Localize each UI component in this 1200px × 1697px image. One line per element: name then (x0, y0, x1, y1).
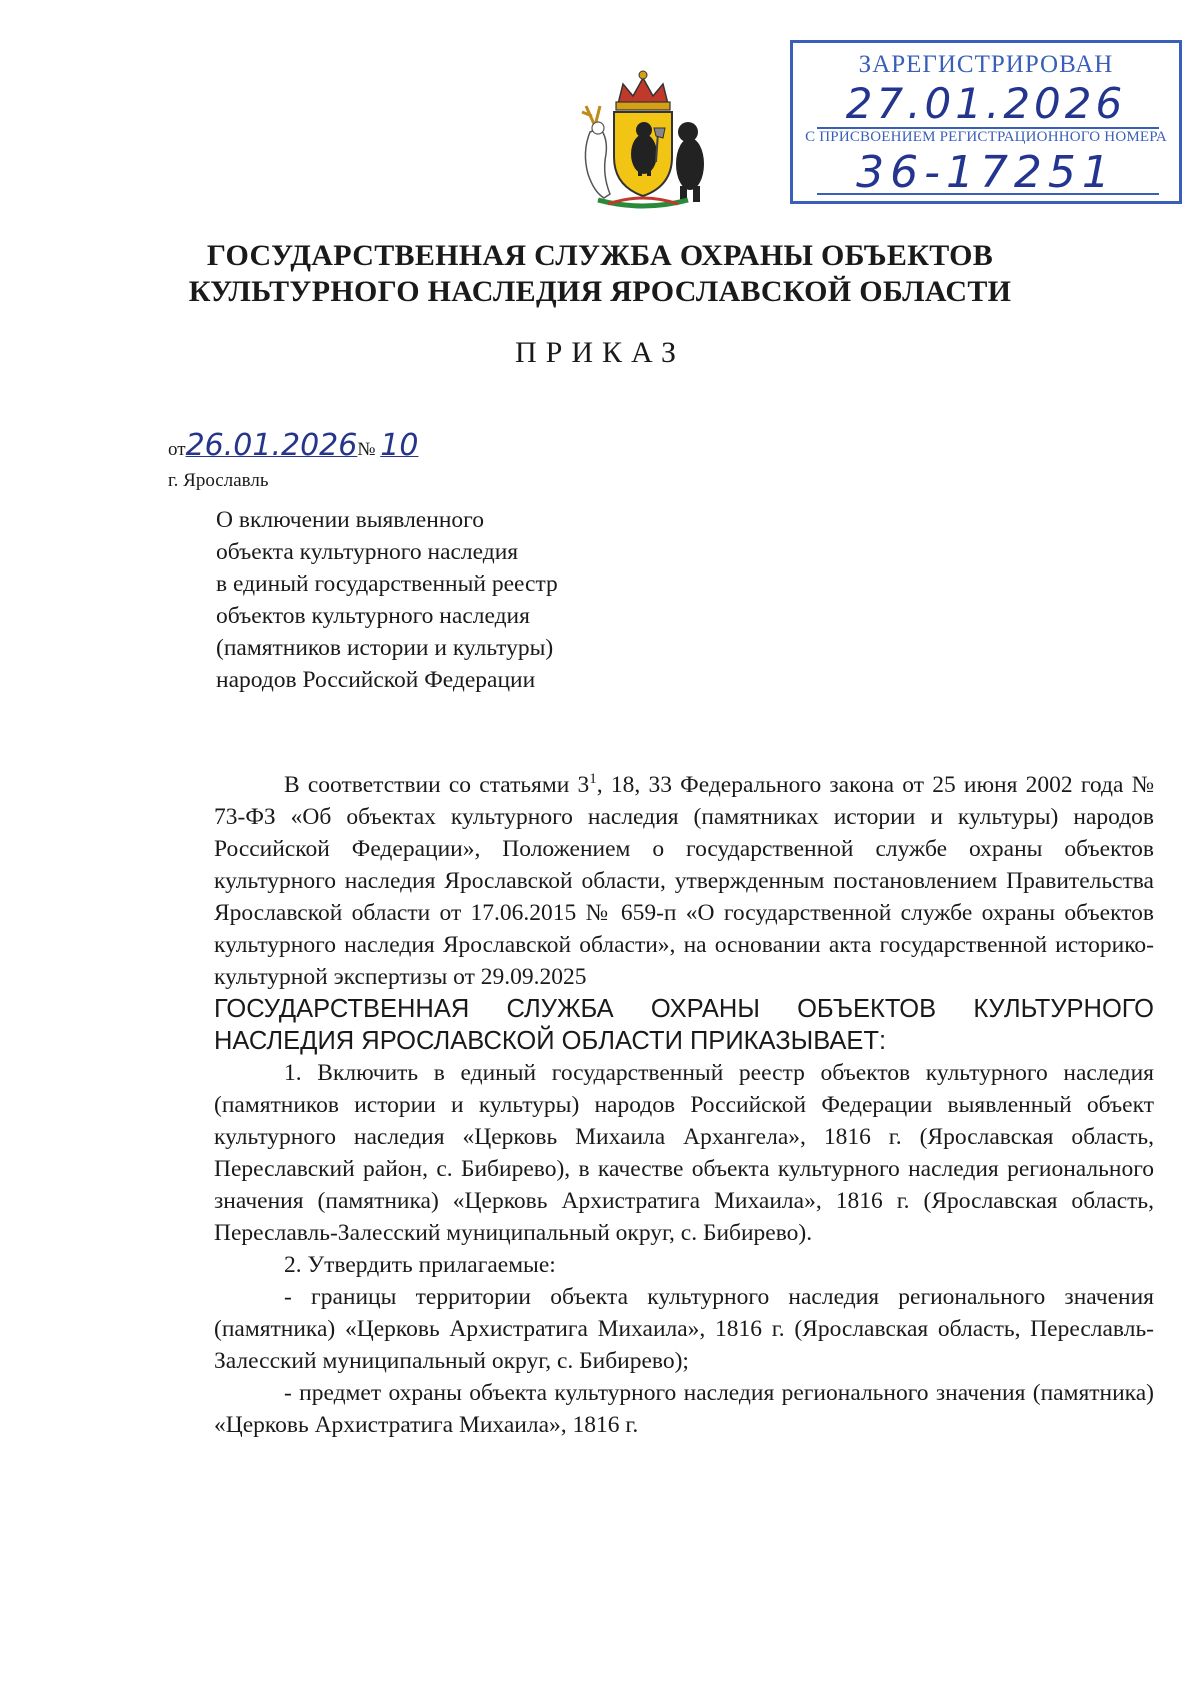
organization-title-line: КУЛЬТУРНОГО НАСЛЕДИЯ ЯРОСЛАВСКОЙ ОБЛАСТИ (188, 275, 1012, 308)
subject-line: народов Российской Федерации (216, 667, 536, 693)
organization-title-line: ГОСУДАРСТВЕННАЯ СЛУЖБА ОХРАНЫ ОБЪЕКТОВ (206, 239, 994, 272)
order-place: г. Ярославль (168, 470, 269, 491)
order-body (214, 763, 1154, 1441)
order-subject (216, 504, 736, 696)
article-superscript: 1 (589, 771, 597, 787)
subject-line: (памятников истории и культуры) (216, 635, 554, 661)
date-prefix: от (168, 439, 186, 460)
bullet-2-paragraph: - предмет охраны объекта культурного наследия регионального значения (памятника) «Церковь Архистратига Михаила», 1816 г. (214, 1379, 1154, 1438)
stamp-registration-number: 36-17251 (856, 147, 1116, 198)
item-1-paragraph: 1. Включить в единый государственный реестр объектов культурного наследия (памятников истории и культуры) народов Российской Федерации выявленный объект культурного наследия «Церковь Михаила Архангела», 1816 г. (Ярославская область, Переславский район, с. Бибирево), в качестве объекта культурного наследия регионального значения (памятника) «Церковь Архистратига Михаила», 1816 г. (Ярославская область, Переславль-Залесский муниципальный округ, с. Бибирево). (214, 1059, 1154, 1246)
stamp-title: ЗАРЕГИСТРИРОВАН (858, 51, 1114, 78)
registration-stamp (790, 40, 1182, 204)
order-number: 10 (380, 428, 419, 463)
subject-line: О включении выявленного (216, 507, 484, 533)
order-date-number (168, 428, 418, 463)
order-date: 26.01.2026 (185, 428, 358, 463)
coat-of-arms-emblem (568, 62, 718, 212)
preamble-start: В соответствии со статьями 3 (284, 771, 590, 798)
number-prefix: № (357, 439, 376, 460)
preamble-rest: , 18, 33 Федерального закона от 25 июня 2002 года № 73-ФЗ «Об объектах культурного наследия (памятниках истории и культуры) народов Российской Федерации», Положением о государственной службе охраны объектов культурного наследия Ярославской области, утвержденным постановлением Правительства Ярославской области от 17.06.2015 № 659-п «О государственной службе охраны объектов культурного наследия Ярославской области», на основании акта государственной историко-культурной экспертизы от 29.09.2025 (214, 771, 1154, 990)
bullet-1-paragraph: - границы территории объекта культурного наследия регионального значения (памятника) «Церковь Архистратига Михаила», 1816 г. (Ярославская область, Переславль-Залесский муниципальный округ, с. Бибирево); (214, 1283, 1154, 1374)
organization-title (150, 238, 1050, 310)
item-2-paragraph: 2. Утвердить прилагаемые: (284, 1251, 556, 1278)
stamp-registration-date: 27.01.2026 (845, 79, 1127, 128)
subject-line: в единый государственный реестр (216, 571, 558, 597)
preamble-paragraph (214, 763, 1154, 993)
subject-line: объектов культурного наследия (216, 603, 530, 629)
directive-paragraph: ГОСУДАРСТВЕННАЯ СЛУЖБА ОХРАНЫ ОБЪЕКТОВ КУЛЬТУРНОГО НАСЛЕДИЯ ЯРОСЛАВСКОЙ ОБЛАСТИ ПРИКАЗЫВАЕТ: (214, 994, 1154, 1055)
document-type: ПРИКАЗ (515, 336, 685, 369)
stamp-subtitle: С ПРИСВОЕНИЕМ РЕГИСТРАЦИОННОГО НОМЕРА (805, 129, 1167, 145)
crown-icon (616, 71, 670, 110)
subject-line: объекта культурного наследия (216, 539, 519, 565)
